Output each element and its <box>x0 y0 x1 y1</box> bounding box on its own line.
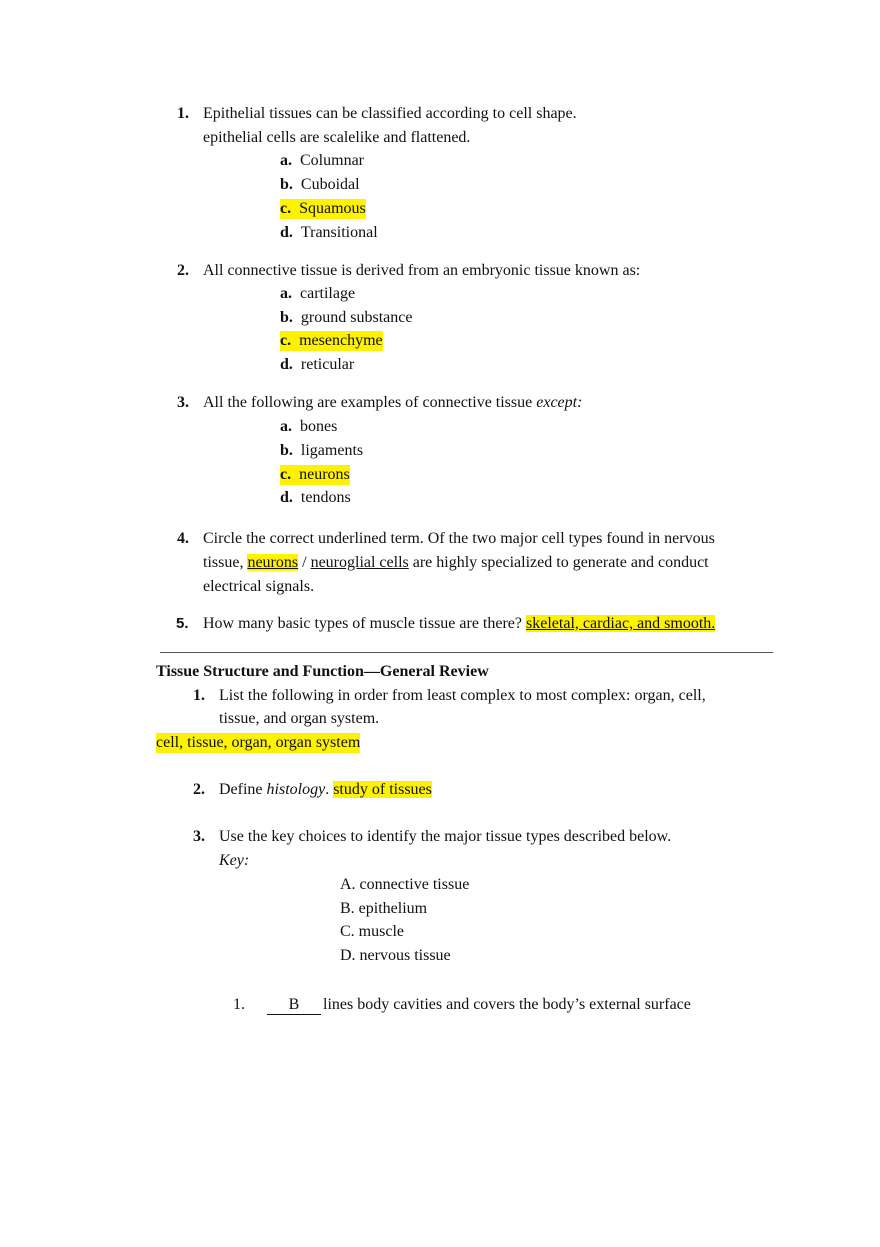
q3-line1: All the following are examples of connective tissue except: <box>203 394 583 411</box>
q4-line3: electrical signals. <box>203 578 315 595</box>
q1-option-b: b. Cuboidal <box>280 176 360 193</box>
review-q1-line2: tissue, and organ system. <box>219 710 380 727</box>
q4-line1: Circle the correct underlined term. Of the two major cell types found in nervous <box>203 530 715 547</box>
q1-line2: epithelial cells are scalelike and flattened. <box>203 129 471 146</box>
q4-number: 4. <box>177 530 189 547</box>
q2-line1: All connective tissue is derived from an embryonic tissue known as: <box>203 262 641 279</box>
q4-line2: tissue, neurons / neuroglial cells are highly specialized to generate and conduct <box>203 554 709 571</box>
review-q1-line1: List the following in order from least complex to most complex: organ, cell, <box>219 687 706 704</box>
q1-line1: Epithelial tissues can be classified according to cell shape. <box>203 105 577 122</box>
key-item-d: D. nervous tissue <box>340 947 451 964</box>
review-q1-number: 1. <box>193 687 205 704</box>
q3-option-c-answer: c. neurons <box>280 466 350 483</box>
review-q1-answer: cell, tissue, organ, organ system <box>156 734 361 751</box>
q1-number: 1. <box>177 105 189 122</box>
q2-option-a: a. cartilage <box>280 285 356 302</box>
review-q2-number: 2. <box>193 781 205 798</box>
review-q3-number: 3. <box>193 828 205 845</box>
q4-term-neurons-answer: neurons <box>247 554 299 571</box>
section-divider <box>160 652 773 653</box>
review-q2-answer: study of tissues <box>333 781 432 798</box>
q2-option-b: b. ground substance <box>280 309 413 326</box>
key-item-a: A. connective tissue <box>340 876 470 893</box>
key-item-c: C. muscle <box>340 923 404 940</box>
q1-option-c-answer: c. Squamous <box>280 200 366 217</box>
q5-answer: skeletal, cardiac, and smooth. <box>526 615 716 632</box>
key-label: Key: <box>219 852 250 869</box>
q2-option-c-answer: c. mesenchyme <box>280 332 383 349</box>
q2-option-d: d. reticular <box>280 356 355 373</box>
answer-blank[interactable]: B <box>267 996 321 1015</box>
q3-number: 3. <box>177 394 189 411</box>
q5-number: 5. <box>176 615 189 632</box>
key-item-b: B. epithelium <box>340 900 428 917</box>
review-q3-line1: Use the key choices to identify the major tissue types described below. <box>219 828 672 845</box>
q3-option-b: b. ligaments <box>280 442 364 459</box>
q3-option-a: a. bones <box>280 418 338 435</box>
q2-number: 2. <box>177 262 189 279</box>
q1-option-d: d. Transitional <box>280 224 378 241</box>
review-q2-line: Define histology. study of tissues <box>219 781 432 798</box>
review-q3-item-1: 1. B lines body cavities and covers the body’s external surface <box>233 996 691 1013</box>
q1-option-a: a. Columnar <box>280 152 364 169</box>
q5-line: How many basic types of muscle tissue are there? skeletal, cardiac, and smooth. <box>203 615 716 632</box>
q3-option-d: d. tendons <box>280 489 351 506</box>
q4-term-neuroglial: neuroglial cells <box>310 554 409 571</box>
review-heading: Tissue Structure and Function—General Review <box>156 663 489 680</box>
